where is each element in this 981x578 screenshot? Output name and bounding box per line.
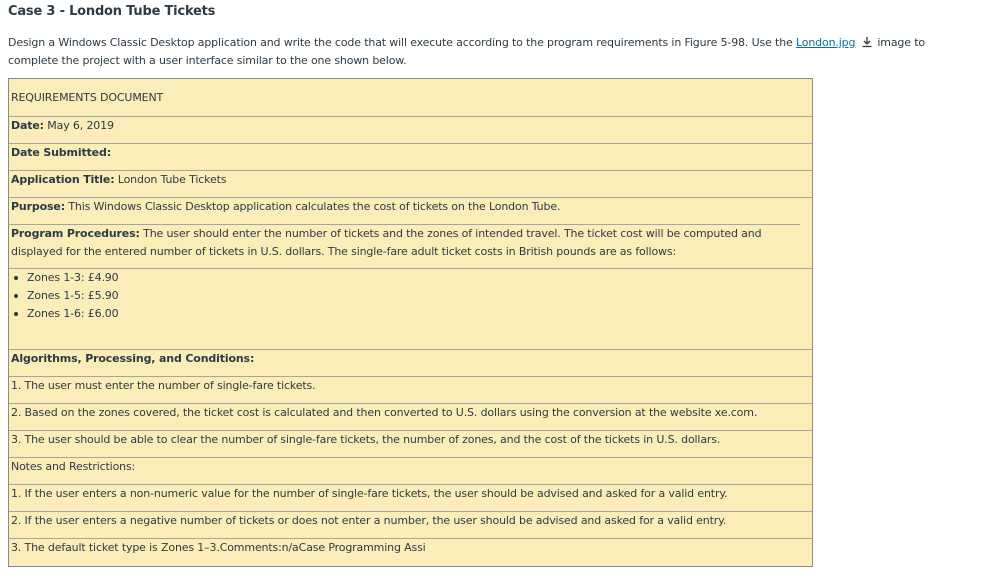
intro-paragraph xyxy=(8,34,976,70)
note-item-2: 2. If the user enters a negative number of tickets or does not enter a number, the user should be advised and asked for a valid entry. xyxy=(9,511,812,530)
download-icon[interactable] xyxy=(861,36,873,48)
requirements-document xyxy=(8,78,813,567)
london-jpg-link[interactable]: London.jpg xyxy=(796,36,856,49)
program-procedures-row: Program Procedures: The user should enter the number of tickets and the zones of intended travel. The ticket cost will be computed and displayed for the entered number of tickets in U.S. dollars. The single-fare adult ticket costs in British pounds are as follows: xyxy=(9,224,800,261)
algorithms-heading: Algorithms, Processing, and Conditions: xyxy=(9,349,812,368)
page-title: Case 3 - London Tube Tickets xyxy=(8,4,216,19)
list-item: Zones 1-3: £4.90 xyxy=(9,269,812,287)
note-item-3: 3. The default ticket type is Zones 1–3.Comments:n/aCase Programming Assi xyxy=(9,538,812,557)
algorithm-item-3: 3. The user should be able to clear the number of single-fare tickets, the number of zones, and the cost of the tickets in U.S. dollars. xyxy=(9,430,812,449)
date-row: Date: May 6, 2019 xyxy=(9,116,812,135)
notes-heading: Notes and Restrictions: xyxy=(9,457,812,476)
list-item: Zones 1-5: £5.90 xyxy=(9,287,812,305)
zone-price-list xyxy=(9,268,812,323)
intro-text-end: image to complete the project with a user interface similar to the one shown below. xyxy=(8,36,925,67)
algorithm-item-1: 1. The user must enter the number of single-fare tickets. xyxy=(9,376,812,395)
note-item-1: 1. If the user enters a non-numeric value for the number of single-fare tickets, the user should be advised and asked for a valid entry. xyxy=(9,484,812,503)
algorithm-item-2: 2. Based on the zones covered, the ticket cost is calculated and then converted to U.S. dollars using the conversion at the website xe.com. xyxy=(9,403,812,422)
purpose-row: Purpose: This Windows Classic Desktop application calculates the cost of tickets on the London Tube. xyxy=(9,197,812,216)
application-title-row: Application Title: London Tube Tickets xyxy=(9,170,812,189)
list-item: Zones 1-6: £6.00 xyxy=(9,305,812,323)
date-submitted-row: Date Submitted: xyxy=(9,143,812,162)
requirements-heading: REQUIREMENTS DOCUMENT xyxy=(11,91,164,104)
intro-text: Design a Windows Classic Desktop application and write the code that will execute according to the program requirements in Figure 5-98. Use the xyxy=(8,36,796,49)
